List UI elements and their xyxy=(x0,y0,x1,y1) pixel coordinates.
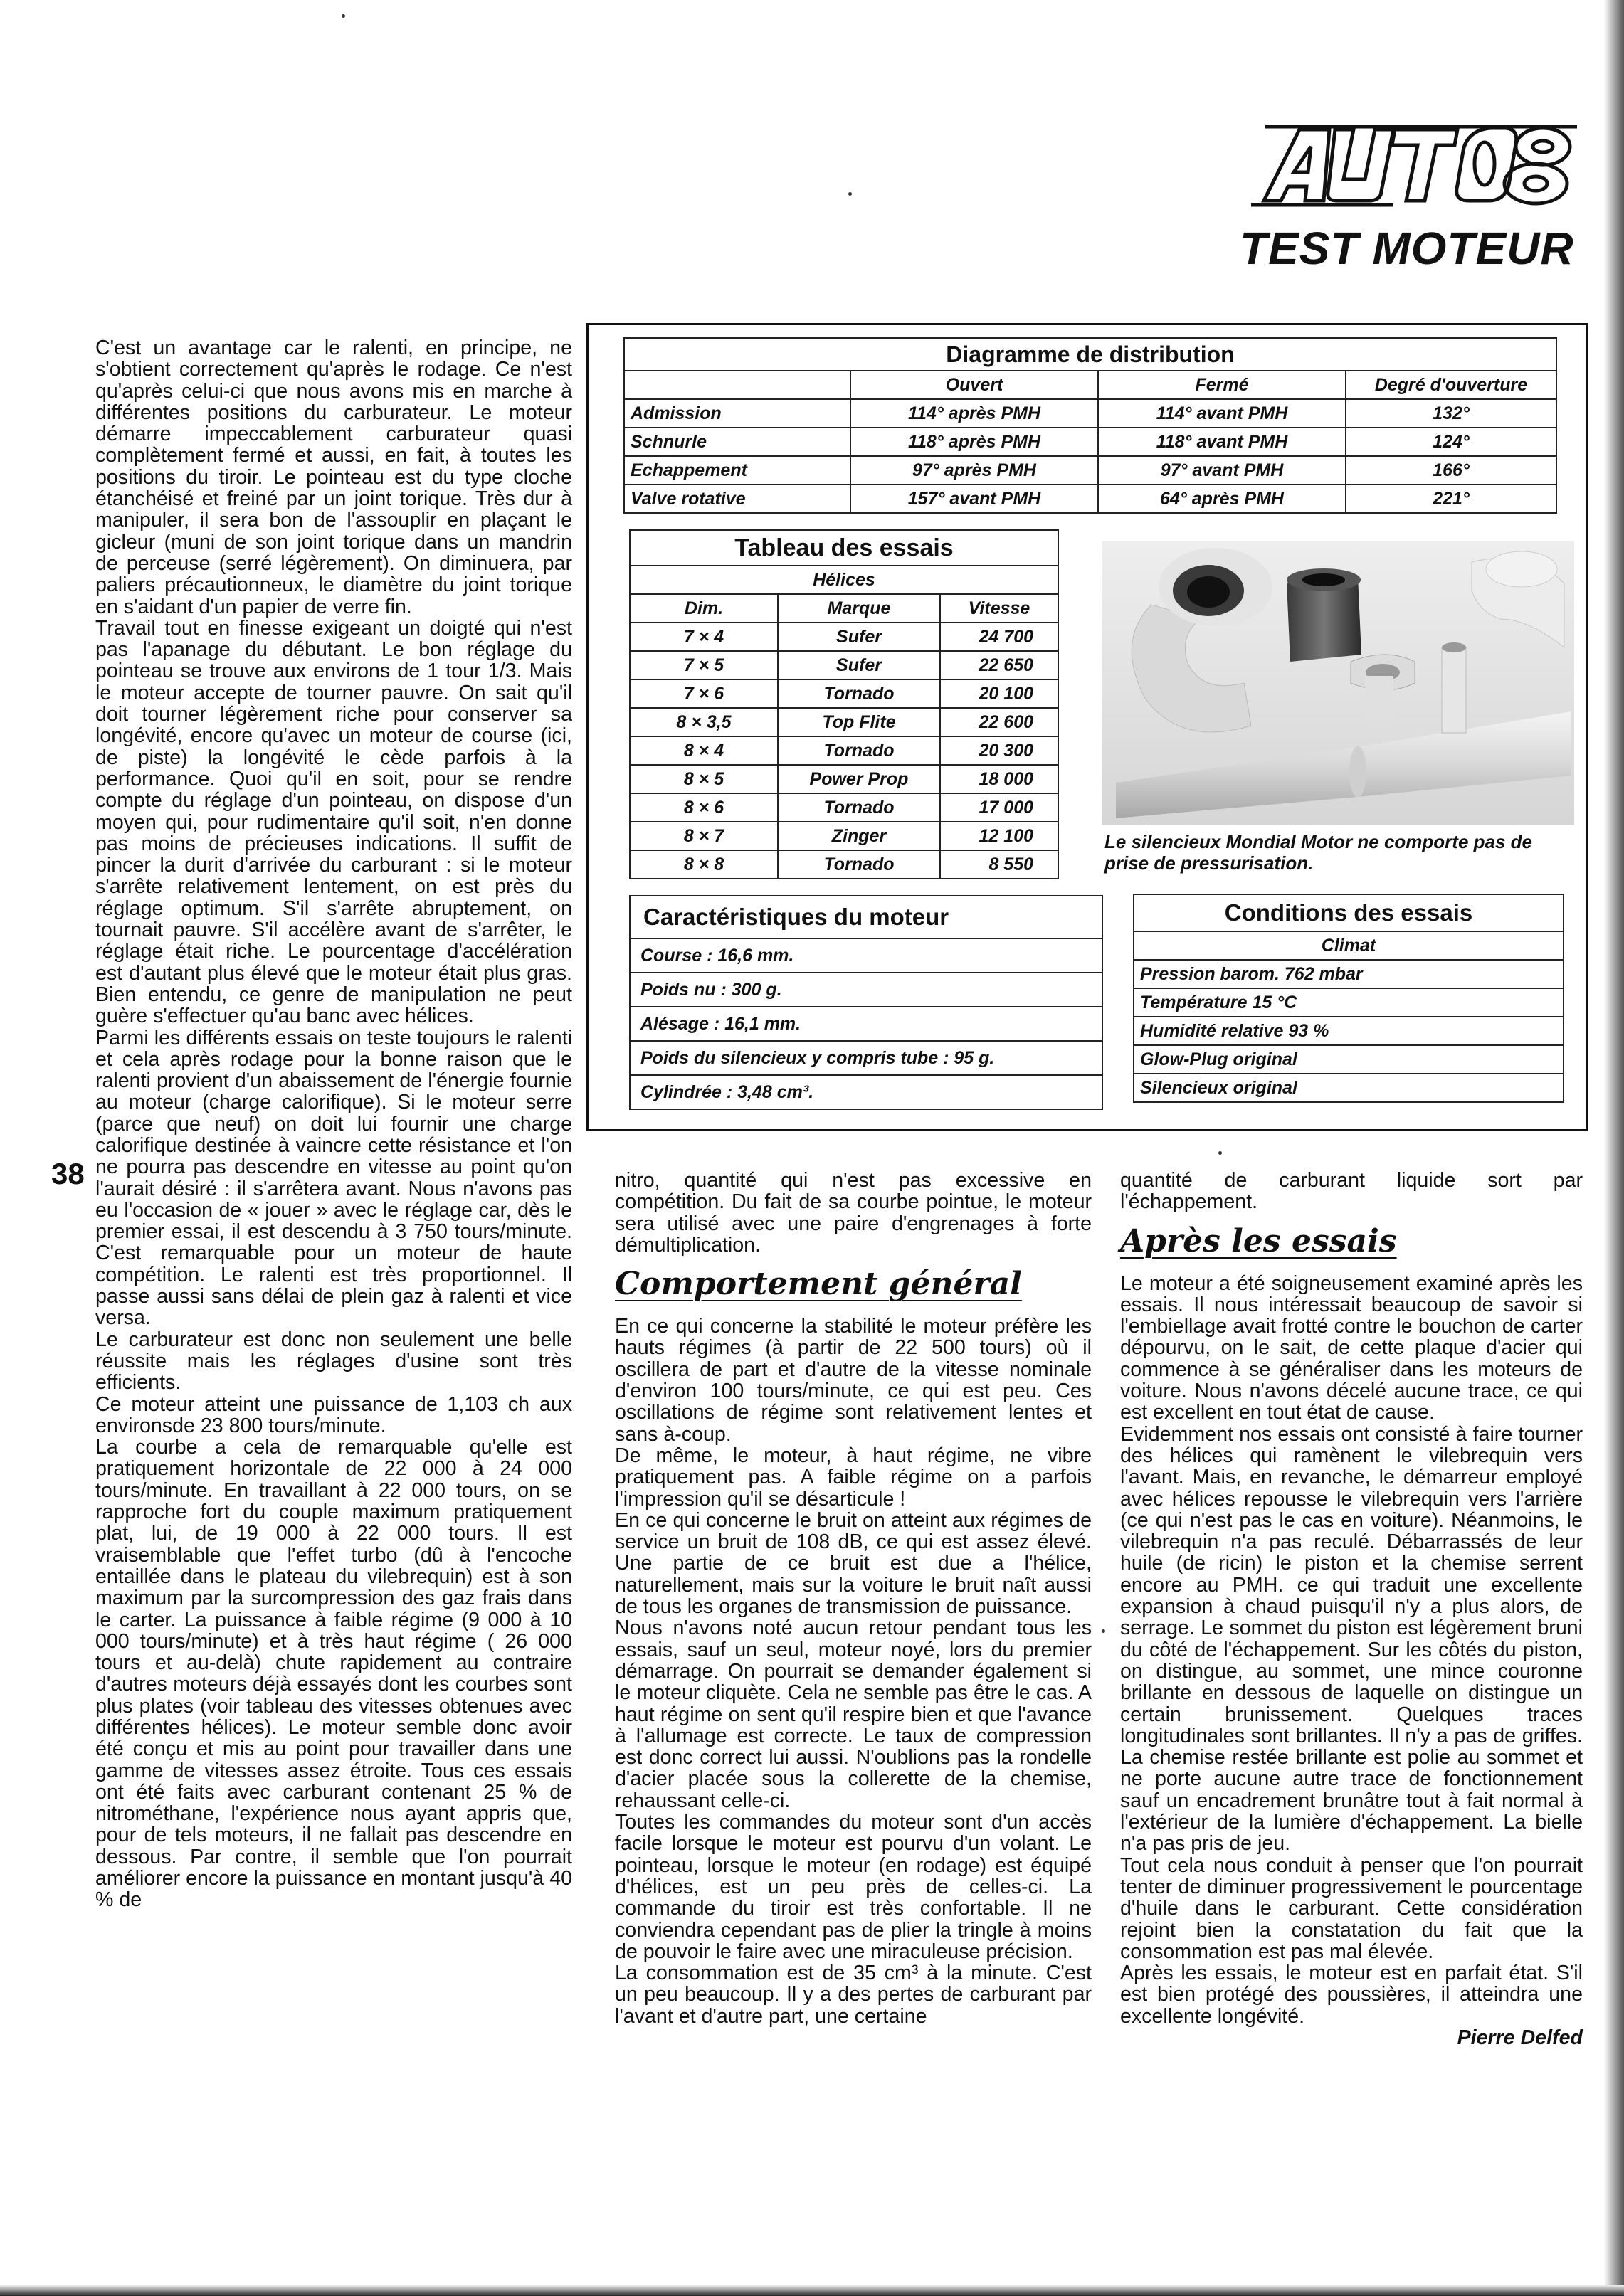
distribution-cell: 124° xyxy=(1346,428,1556,456)
tests-cell: 20 300 xyxy=(940,736,1058,765)
table-row xyxy=(630,1041,1102,1075)
characteristics-cell: Course : 16,6 mm. xyxy=(630,938,1102,973)
page-edge-shadow xyxy=(1604,0,1624,2296)
distribution-cell: 97° avant PMH xyxy=(1098,456,1346,485)
paragraph: Tout cela nous conduit à penser que l'on pourrait tenter de diminuer progressivement le pourcentage d'huile dans le carburant. Cette considération rejoint bien la constatation du fait que la consommation est pas mal élevée. xyxy=(1120,1853,1583,1963)
tests-cell: 17 000 xyxy=(940,793,1058,822)
distribution-cell: Valve rotative xyxy=(624,485,850,513)
table-row xyxy=(630,822,1058,850)
tests-table-subtitle: Hélices xyxy=(630,566,1058,594)
auto8-logo xyxy=(1244,121,1578,211)
paragraph: Toutes les commandes du moteur sont d'un accès facile lorsque le moteur est pourvu d'un volant. Le pointeau, lorsque le moteur (en rodage) est équipé d'hélices, est un peu près de celles-ci. La commande du tiroir est très confortable. Il ne conviendra cependant pas de plier la tringle à moins de pouvoir le faire avec une miraculeuse précision. xyxy=(615,1811,1092,1963)
paragraph: En ce qui concerne le bruit on atteint aux régimes de service un bruit de 108 dB, ce qui est assez élevé. Une partie de ce bruit est due a l'hélice, naturellement, mais sur la voiture le bruit naît aussi de tous les organes de transmission de puissance. xyxy=(615,1508,1092,1619)
paragraph: nitro, quantité qui n'est pas excessive en compétition. Du fait de sa courbe pointue, le moteur sera utilisé avec une paire d'engrenages à forte démultiplication. xyxy=(615,1169,1092,1257)
author-signature: Pierre Delfed xyxy=(1457,2026,1583,2049)
tests-cell: 18 000 xyxy=(940,765,1058,793)
distribution-cell: 114° avant PMH xyxy=(1098,399,1346,428)
characteristics-cell: Cylindrée : 3,48 cm³. xyxy=(630,1075,1102,1109)
table-row xyxy=(630,1007,1102,1041)
conditions-title: Conditions des essais xyxy=(1134,894,1564,931)
paragraph: C'est un avantage car le ralenti, en principe, ne s'obtient correctement qu'après le rodage. Ce n'est qu'après celui-ci que nous avons mis en marche à différentes positions du carburateur. Le moteur démarre impeccablement carburateur quasi complètement fermé et aussi, en fait, à toutes les positions du tiroir. Le pointeau est du type cloche étanchéisé et freiné par un joint torique. Très dur à manipuler, il sera bon de l'assouplir en plaçant le gicleur (muni de son joint torique dans un mandrin de perceuse (serré légèrement). On diminuera, par paliers précautionneux, le diamètre du joint torique en s'aidant d'un papier de verre fin. xyxy=(95,337,572,618)
article-column-2 xyxy=(615,1170,1092,2027)
table-row xyxy=(1134,960,1564,988)
tests-cell: Power Prop xyxy=(778,765,940,793)
tests-cell: 24 700 xyxy=(940,623,1058,651)
characteristics-cell: Alésage : 16,1 mm. xyxy=(630,1007,1102,1041)
distribution-cell: 132° xyxy=(1346,399,1556,428)
section-title: TEST MOTEUR xyxy=(1240,223,1574,274)
paragraph: Travail tout en finesse exigeant un doigté qui n'est pas l'apanage du débutant. Le bon réglage du pointeau se trouve aux environs de 1 tour 1/3. Mais le moteur accepte de tourner pauvre. On sait qu'il doit tourner légèrement riche pour conserver sa longévité, encore qu'avec un moteur de course (ici, de piste) la longévité le cède parfois à la performance. Quoi qu'il en soit, pour se rendre compte du réglage d'un pointeau, on dispose d'un moyen qui, pour rudimentaire qu'il soit, n'en donne pas moins de précieuses indications. Il suffit de pincer la durit d'arrivée du carburant : si le moteur s'arrête relativement lentement, on est près du réglage optimum. S'il s'arrête abruptement, on tournait pauvre. S'il accélère avant de s'arrêter, le réglage était riche. Le pourcentage d'accélération est d'autant plus élevé que le moteur était plus gras. Bien entendu, ce genre de manipulation ne peut guère s'effectuer qu'au banc avec hélices. xyxy=(95,616,572,1028)
article-column-1 xyxy=(95,337,572,1911)
paragraph: Nous n'avons noté aucun retour pendant tous les essais, sauf un seul, moteur noyé, lors du premier démarrage. On pourrait se demander également si le moteur cliquète. Cela ne semble pas être le cas. A haut régime on sent qu'il respire bien et que l'avance à l'allumage est correcte. Le taux de compression est donc correct lui aussi. N'oublions pas la rondelle d'acier placée sous la collerette de la chemise, rehaussant celle-ci. xyxy=(615,1617,1092,1812)
page-bottom-shadow xyxy=(0,2285,1624,2296)
paragraph: Evidemment nos essais ont consisté à faire tourner des hélices qui ramènent le vilebrequin vers l'avant. Mais, en revanche, le démarreur employé avec hélices repousse le vilebrequin vers l'arrière (ce qui n'est pas le cas en voiture). Néanmoins, le vilebrequin n'a pas reculé. Débarrassés de leur huile (de ricin) le piston et la chemise serrent encore au PMH. ce qui traduit une excellente expansion à chaud puisqu'il n'y a plus alors, de serrage. Le sommet du piston est légèrement bruni du côté de l'échappement. Sur les côtés du piston, on distingue, au sommet, une mince couronne brillante en dessous de laquelle on distingue un certain brunissement. Quelques traces longitudinales sont brillantes. Il n'y a pas de griffes. La chemise restée brillante est polie au sommet et ne porte aucune autre trace de fonctionnement sauf un encadrement brunâtre tout à fait normal à l'extérieur de la lumière d'échappement. La bielle n'a pas pris de jeu. xyxy=(1120,1422,1583,1856)
distribution-table-title: Diagramme de distribution xyxy=(624,338,1556,371)
paragraph: quantité de carburant liquide sort par l'échappement. xyxy=(1120,1169,1583,1214)
tests-cell: 12 100 xyxy=(940,822,1058,850)
auto8-logo-art xyxy=(1244,121,1578,211)
distribution-header-ferme: Fermé xyxy=(1098,371,1346,399)
distribution-cell: Echappement xyxy=(624,456,850,485)
tests-cell: 7 × 4 xyxy=(630,623,778,651)
tests-cell: 20 100 xyxy=(940,679,1058,708)
tests-table-title: Tableau des essais xyxy=(630,530,1058,566)
table-row xyxy=(1134,1045,1564,1074)
table-row xyxy=(1134,988,1564,1017)
tests-cell: Tornado xyxy=(778,793,940,822)
tests-cell: 7 × 6 xyxy=(630,679,778,708)
table-row xyxy=(1134,1074,1564,1102)
table-row xyxy=(624,399,1556,428)
distribution-cell: 114° après PMH xyxy=(850,399,1098,428)
paragraph: Ce moteur atteint une puissance de 1,103 ch aux environsde 23 800 tours/minute. xyxy=(95,1392,572,1437)
table-row xyxy=(630,1075,1102,1109)
section-heading-apres: Après les essais xyxy=(1120,1222,1397,1259)
tests-header-dim: Dim. xyxy=(630,594,778,623)
table-row xyxy=(630,938,1102,973)
characteristics-table xyxy=(629,895,1103,1110)
distribution-cell: 157° avant PMH xyxy=(850,485,1098,513)
tests-table xyxy=(629,529,1059,879)
distribution-cell: 64° après PMH xyxy=(1098,485,1346,513)
table-row xyxy=(630,793,1058,822)
table-row xyxy=(630,850,1058,879)
distribution-cell: Admission xyxy=(624,399,850,428)
table-row xyxy=(624,428,1556,456)
distribution-table xyxy=(623,337,1557,514)
tests-cell: 8 × 8 xyxy=(630,850,778,879)
silencer-photo-art xyxy=(1102,541,1574,825)
paragraph: En ce qui concerne la stabilité le moteur préfère les hauts régimes (à partir de 22 500 tours) où il oscillera de part et d'autre de la vitesse nominale d'environ 100 tours/minute, ce qui est peu. Ces oscillations de régime sont relativement lentes et sans à-coup. xyxy=(615,1315,1092,1446)
page-number: 38 xyxy=(51,1157,85,1190)
tests-cell: 22 650 xyxy=(940,651,1058,679)
photo-caption: Le silencieux Mondial Motor ne comporte pas de prise de pressurisation. xyxy=(1104,831,1532,874)
article-column-3 xyxy=(1120,1170,1583,2048)
conditions-cell: Silencieux original xyxy=(1134,1074,1564,1102)
table-row xyxy=(630,708,1058,736)
tests-cell: 7 × 5 xyxy=(630,651,778,679)
tests-cell: 8 × 6 xyxy=(630,793,778,822)
tests-cell: Tornado xyxy=(778,679,940,708)
distribution-cell: 118° avant PMH xyxy=(1098,428,1346,456)
paragraph: Parmi les différents essais on teste toujours le ralenti et cela après rodage pour la bonne raison que le ralenti provient d'un abaissement de l'énergie fournie au moteur (charge calorifique). Si le moteur serre (parce que neuf) on doit lui fournir une charge calorifique destinée à vaincre cette résistance et l'on ne pourra pas descendre en vitesse au point qu'on l'aurait désiré : il s'arrêtera avant. Nous n'avons pas eu l'occasion de « jouer » avec le réglage car, dès le premier essai, il est descendu à 3 750 tours/minute. C'est remarquable pour un moteur de haute compétition. Le ralenti est très proportionnel. Il passe aussi sans délai de plein gaz à ralenti et vice versa. xyxy=(95,1026,572,1330)
conditions-subtitle: Climat xyxy=(1134,931,1564,960)
tests-cell: Top Flite xyxy=(778,708,940,736)
table-row xyxy=(630,651,1058,679)
table-row xyxy=(630,623,1058,651)
distribution-header-degre: Degré d'ouverture xyxy=(1346,371,1556,399)
conditions-table xyxy=(1133,894,1564,1103)
tests-cell: Sufer xyxy=(778,651,940,679)
conditions-cell: Température 15 °C xyxy=(1134,988,1564,1017)
tests-header-vitesse: Vitesse xyxy=(940,594,1058,623)
conditions-cell: Humidité relative 93 % xyxy=(1134,1017,1564,1045)
characteristics-cell: Poids du silencieux y compris tube : 95 g. xyxy=(630,1041,1102,1075)
table-row xyxy=(624,485,1556,513)
table-row xyxy=(630,765,1058,793)
distribution-cell: 97° après PMH xyxy=(850,456,1098,485)
paragraph: La courbe a cela de remarquable qu'elle est pratiquement horizontale de 22 000 à 24 000 tours/minute. En travaillant à 22 000 tours, on se rapproche fort du couple maximum pratiquement plat, lui, de 19 000 à 22 000 tours. Il est vraisemblable que l'effet turbo (dû à l'encoche entaillée dans le plateau du vilebrequin) est à son maximum par la surcompression des gaz frais dans le carter. La puissance à faible régime (9 000 à 10 000 tours/minute) et à très haut régime ( 26 000 tours et au-delà) chute rapidement au contraire d'autres moteurs déjà essayés dont les courbes sont plus plates (voir tableau des vitesses obtenues avec différentes hélices). Le moteur semble donc avoir été conçu et mis au point pour travailler dans une gamme de vitesses assez étroite. Tous ces essais ont été faits avec carburant contenant 25 % de nitrométhane, l'expérience nous ayant appris que, pour de tels moteurs, il ne fallait pas descendre en dessous. Par contre, il semble que l'on pourrait améliorer encore la puissance en montant jusqu'à 40 % de xyxy=(95,1436,572,1912)
table-row xyxy=(624,456,1556,485)
distribution-header-blank xyxy=(624,371,850,399)
tests-cell: 8 550 xyxy=(940,850,1058,879)
tests-cell: Zinger xyxy=(778,822,940,850)
tests-cell: 22 600 xyxy=(940,708,1058,736)
tests-cell: Sufer xyxy=(778,623,940,651)
paragraph: La consommation est de 35 cm³ à la minute. C'est un peu beaucoup. Il y a des pertes de carburant par l'avant et d'autre part, une certaine xyxy=(615,1962,1092,2028)
paragraph: Le carburateur est donc non seulement une belle réussite mais les réglages d'usine sont très efficients. xyxy=(95,1328,572,1395)
table-row xyxy=(1134,1017,1564,1045)
characteristics-title: Caractéristiques du moteur xyxy=(630,896,1102,938)
table-row xyxy=(630,736,1058,765)
paragraph: Après les essais, le moteur est en parfait état. S'il est bien protégé des poussières, il atteindra une excellente longévité. xyxy=(1120,1962,1583,2028)
table-row xyxy=(630,973,1102,1007)
tests-cell: 8 × 3,5 xyxy=(630,708,778,736)
silencer-photo xyxy=(1102,541,1574,825)
section-heading-comportement: Comportement général xyxy=(615,1266,1022,1303)
tests-cell: Tornado xyxy=(778,850,940,879)
tests-header-marque: Marque xyxy=(778,594,940,623)
distribution-cell: 118° après PMH xyxy=(850,428,1098,456)
distribution-cell: 221° xyxy=(1346,485,1556,513)
tests-cell: 8 × 5 xyxy=(630,765,778,793)
conditions-cell: Pression barom. 762 mbar xyxy=(1134,960,1564,988)
paragraph: De même, le moteur, à haut régime, ne vibre pratiquement pas. A faible régime on a parfois l'impression qu'il se désarticule ! xyxy=(615,1444,1092,1511)
conditions-cell: Glow-Plug original xyxy=(1134,1045,1564,1074)
distribution-cell: Schnurle xyxy=(624,428,850,456)
tests-cell: 8 × 4 xyxy=(630,736,778,765)
table-row xyxy=(630,679,1058,708)
distribution-header-ouvert: Ouvert xyxy=(850,371,1098,399)
distribution-cell: 166° xyxy=(1346,456,1556,485)
tests-cell: Tornado xyxy=(778,736,940,765)
tests-cell: 8 × 7 xyxy=(630,822,778,850)
characteristics-cell: Poids nu : 300 g. xyxy=(630,973,1102,1007)
paragraph: Le moteur a été soigneusement examiné après les essais. Il nous intéressait beaucoup de savoir si l'embiellage avait frotté contre le bouchon de carter dépourvu, on le sait, de cette plaque d'acier qui commence à se généraliser dans les moteurs de voiture. Nous n'avons décelé aucune trace, ce qui est excellent en tout état de cause. xyxy=(1120,1271,1583,1424)
